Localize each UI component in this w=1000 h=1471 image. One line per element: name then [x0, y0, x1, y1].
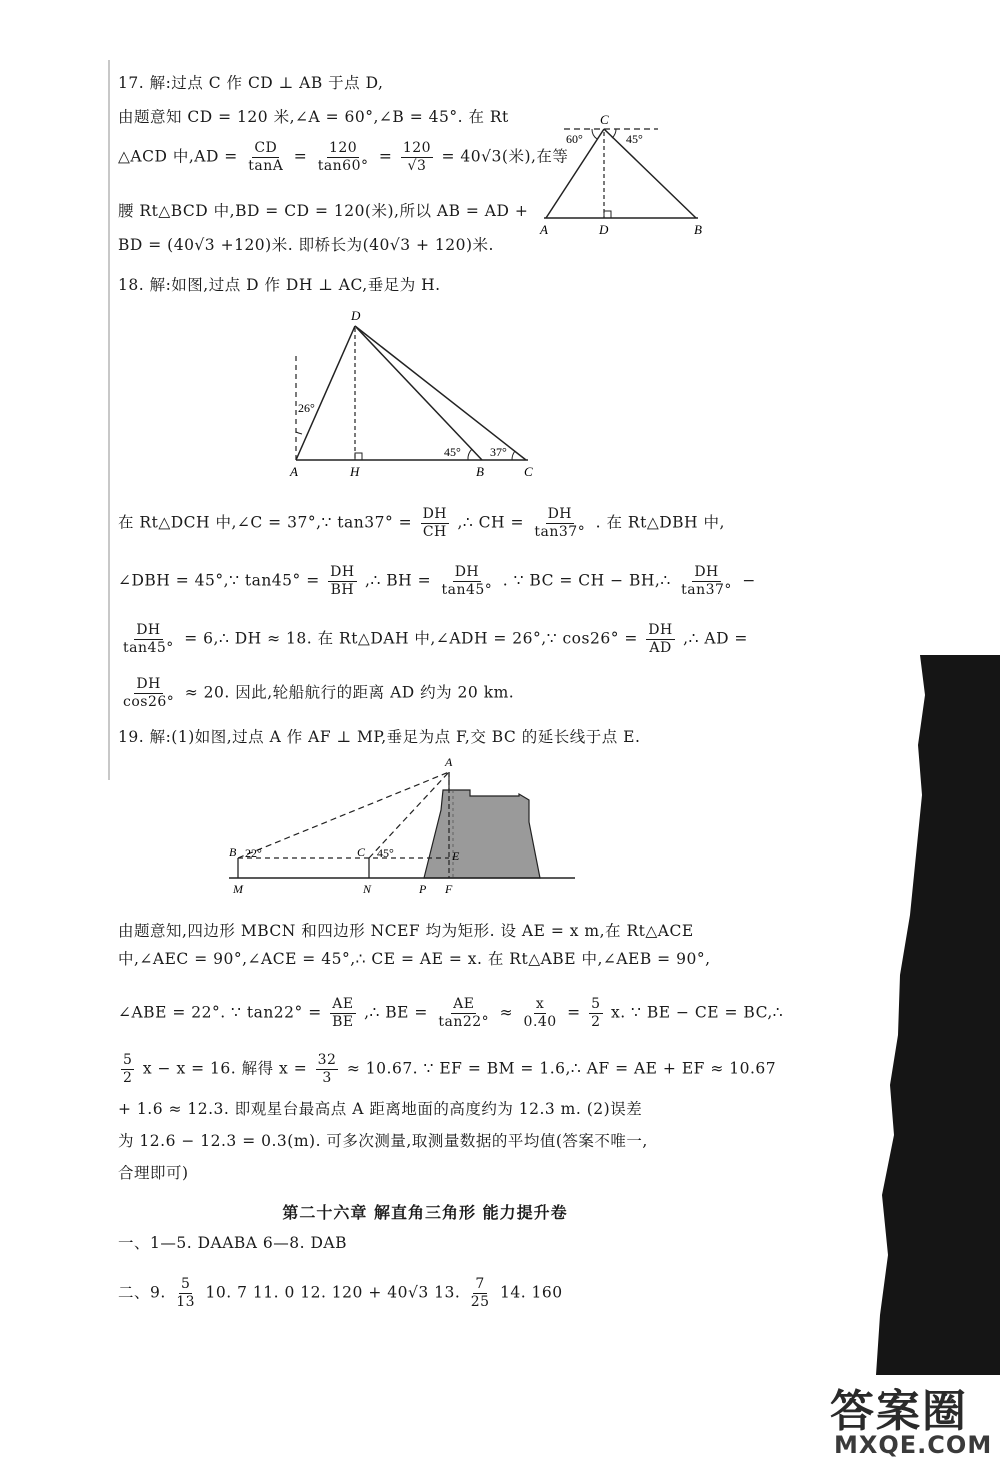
right-angle-mark	[604, 211, 611, 218]
p19-text: x − x = 16. 解得 x =	[142, 1059, 308, 1078]
numerator: DH	[136, 622, 161, 638]
denominator: 2	[591, 1014, 601, 1030]
numerator: DH	[454, 564, 480, 580]
answers-part-2	[118, 1276, 563, 1311]
p18-text: 在 Rt△DCH 中,∠C = 37°,∵ tan37° =	[118, 513, 413, 532]
denominator: AD	[649, 640, 672, 656]
fraction	[440, 564, 495, 599]
denominator: 25	[470, 1294, 490, 1310]
numerator: DH	[648, 622, 673, 638]
numerator: 5	[180, 1276, 191, 1292]
fraction	[532, 506, 587, 541]
p19-step-1: 由题意知,四边形 MBCN 和四边形 NCEF 均为矩形. 设 AE = x m,在 Rt△ACE	[118, 922, 694, 940]
fraction	[121, 622, 176, 657]
fraction	[174, 1276, 197, 1311]
p19-text: =	[567, 1003, 581, 1022]
numerator: 120	[402, 140, 432, 156]
fraction	[421, 506, 449, 541]
p18-step-3	[118, 622, 748, 657]
denominator: 2	[123, 1070, 133, 1086]
label-a: A	[540, 222, 548, 237]
fraction	[646, 622, 674, 657]
p18-text: . ∵ BC = CH − BH,∴	[502, 571, 671, 590]
line-ba	[238, 772, 449, 858]
p18-line-1: 18. 解:如图,过点 D 作 DH ⊥ AC,垂足为 H.	[118, 276, 441, 294]
denominator: 13	[176, 1294, 196, 1310]
numerator: x	[535, 996, 545, 1012]
p17-line-2: 由题意知 CD = 120 米,∠A = 60°,∠B = 45°. 在 Rt	[118, 108, 509, 126]
p19-text: ≈ 10.67. ∵ EF = BM = 1.6,∴ AF = AE + EF ≈ 10.67	[346, 1059, 777, 1078]
numerator: CD	[254, 140, 278, 156]
numerator: DH	[694, 564, 719, 580]
numerator: DH	[422, 506, 447, 522]
p19-text: ,∴ BE =	[364, 1003, 428, 1022]
label-60deg: 60°	[566, 132, 583, 146]
answer-text: 二、9.	[118, 1283, 166, 1302]
fraction	[522, 996, 559, 1031]
p18-text: ,∴ AD =	[683, 629, 748, 648]
label-f: F	[445, 882, 453, 896]
p19-step-2: 中,∠AEC = 90°,∠ACE = 45°,∴ CE = AE = x. 在 Rt△ABE 中,∠AEB = 90°,	[118, 950, 711, 968]
angle-arc-37	[512, 451, 515, 460]
segment-cb	[604, 129, 696, 218]
p17-line-4: 腰 Rt△BCD 中,BD = CD = 120(米),所以 AB = AD +	[118, 202, 529, 220]
fraction	[246, 140, 285, 175]
label-c: C	[524, 464, 533, 479]
margin-line	[108, 60, 110, 780]
p19-line-1: 19. 解:(1)如图,过点 A 作 AF ⊥ MP,垂足为点 F,交 BC 的延长线于点 E.	[118, 728, 641, 746]
answer-text: 10. 7 11. 0 12. 120 + 40√3 13.	[205, 1283, 461, 1302]
p18-text: . 在 Rt△DBH 中,	[595, 513, 725, 532]
p18-text: ∠DBH = 45°,∵ tan45° =	[118, 571, 320, 590]
label-26deg: 26°	[298, 401, 315, 415]
denominator: BH	[330, 582, 355, 598]
p17-text: △ACD 中,AD =	[118, 147, 238, 166]
label-45deg: 45°	[626, 132, 643, 146]
answers-part-1: 一、1—5. DAABA 6—8. DAB	[118, 1234, 347, 1252]
fraction	[316, 140, 371, 175]
watermark-url: MXQE.COM	[834, 1431, 993, 1459]
numerator: 32	[317, 1052, 337, 1068]
p19-step-6: 为 12.6 − 12.3 = 0.3(m). 可多次测量,取测量数据的平均值(答案不唯一,	[118, 1132, 648, 1150]
denominator: tan60°	[317, 158, 369, 174]
watermark	[830, 1375, 1000, 1471]
p18-text: = 6,∴ DH ≈ 18. 在 Rt△DAH 中,∠ADH = 26°,∵ cos26° =	[184, 629, 638, 648]
label-p: P	[419, 882, 427, 896]
denominator: 0.40	[523, 1014, 557, 1030]
label-22deg: 22°	[245, 846, 262, 860]
label-n: N	[363, 882, 372, 896]
p17-text: = 40√3(米),在等	[441, 147, 569, 166]
figure-18	[280, 306, 540, 482]
p19-step-4	[118, 1052, 776, 1087]
p19-step-3	[118, 996, 783, 1031]
label-a: A	[445, 755, 453, 769]
figure-17	[530, 108, 720, 238]
p17-line-5: BD = (40√3 +120)米. 即桥长为(40√3 + 120)米.	[118, 236, 494, 254]
denominator: 3	[322, 1070, 332, 1086]
label-a: A	[290, 464, 298, 479]
fraction	[679, 564, 734, 599]
label-e: E	[452, 849, 460, 863]
p18-text: ,∴ CH =	[457, 513, 524, 532]
p18-text: ,∴ BH =	[365, 571, 432, 590]
angle-arc-left	[592, 129, 597, 139]
p18-step-4	[118, 676, 514, 711]
fraction	[401, 140, 433, 175]
denominator: CH	[422, 524, 447, 540]
p17-line-1: 17. 解:过点 C 作 CD ⊥ AB 于点 D,	[118, 74, 384, 92]
numerator: 5	[591, 996, 601, 1012]
fraction	[316, 1052, 339, 1087]
p18-text: ≈ 20. 因此,轮船航行的距离 AD 约为 20 km.	[184, 683, 515, 702]
denominator: BE	[332, 1014, 354, 1030]
numerator: 120	[328, 140, 358, 156]
figure-19	[225, 750, 580, 896]
right-angle-mark	[355, 453, 362, 460]
numerator: AE	[332, 996, 354, 1012]
segment-ad	[296, 326, 355, 460]
label-b: B	[229, 845, 237, 859]
numerator: 7	[475, 1276, 485, 1292]
numerator: 5	[123, 1052, 133, 1068]
observatory-building	[424, 790, 540, 878]
label-c: C	[600, 112, 609, 127]
denominator: tan37°	[534, 524, 586, 540]
label-b: B	[476, 464, 484, 479]
fraction	[436, 996, 491, 1031]
label-h: H	[350, 464, 360, 479]
watermark-logo-text: 答案圈	[830, 1386, 968, 1437]
denominator: tan22°	[438, 1014, 490, 1030]
numerator: DH	[547, 506, 573, 522]
numerator: DH	[330, 564, 355, 580]
fraction	[469, 1276, 492, 1311]
segment-db	[355, 326, 482, 460]
denominator: tan45°	[123, 640, 174, 656]
p19-text: ∠ABE = 22°. ∵ tan22° =	[118, 1003, 322, 1022]
label-c: C	[357, 845, 366, 859]
fraction	[330, 996, 356, 1031]
fraction	[121, 676, 176, 711]
label-m: M	[233, 882, 243, 896]
fraction	[328, 564, 356, 599]
fraction	[121, 1052, 134, 1087]
fraction	[589, 996, 602, 1031]
denominator: cos26°	[123, 694, 175, 710]
p19-text: ≈	[499, 1003, 514, 1022]
p18-text: −	[742, 571, 756, 590]
label-45deg: 45°	[444, 445, 461, 459]
p18-step-2	[118, 564, 756, 599]
label-37deg: 37°	[490, 445, 507, 459]
angle-arc-26	[296, 432, 302, 434]
dark-scan-region	[876, 655, 1000, 1375]
label-d: D	[599, 222, 609, 237]
torn-page-edge	[870, 655, 1000, 1375]
answer-text: 14. 160	[499, 1283, 563, 1302]
segment-dc	[355, 326, 526, 460]
denominator: tanA	[248, 158, 284, 174]
denominator: √3	[407, 158, 427, 174]
numerator: DH	[136, 676, 161, 692]
label-b: B	[694, 222, 702, 237]
label-d: D	[351, 308, 361, 323]
chapter-heading: 第二十六章 解直角三角形 能力提升卷	[282, 1203, 568, 1222]
angle-arc-45	[468, 449, 472, 460]
label-45deg: 45°	[377, 846, 394, 860]
p18-step-1	[118, 506, 725, 541]
p17-line-3: △ACD 中,AD = $\frac{CD}{\tan A}$ = $\frac{120}{\tan 60^\circ}$ = $\frac{120}{√3}$ = 40√3(米),在等	[118, 140, 569, 174]
denominator: tan37°	[681, 582, 732, 598]
p19-step-5: + 1.6 ≈ 12.3. 即观星台最高点 A 距离地面的高度约为 12.3 m. (2)误差	[118, 1100, 643, 1118]
denominator: tan45°	[441, 582, 493, 598]
p19-text: x. ∵ BE − CE = BC,∴	[610, 1003, 784, 1022]
numerator: AE	[453, 996, 475, 1012]
p19-step-7: 合理即可)	[118, 1164, 189, 1182]
